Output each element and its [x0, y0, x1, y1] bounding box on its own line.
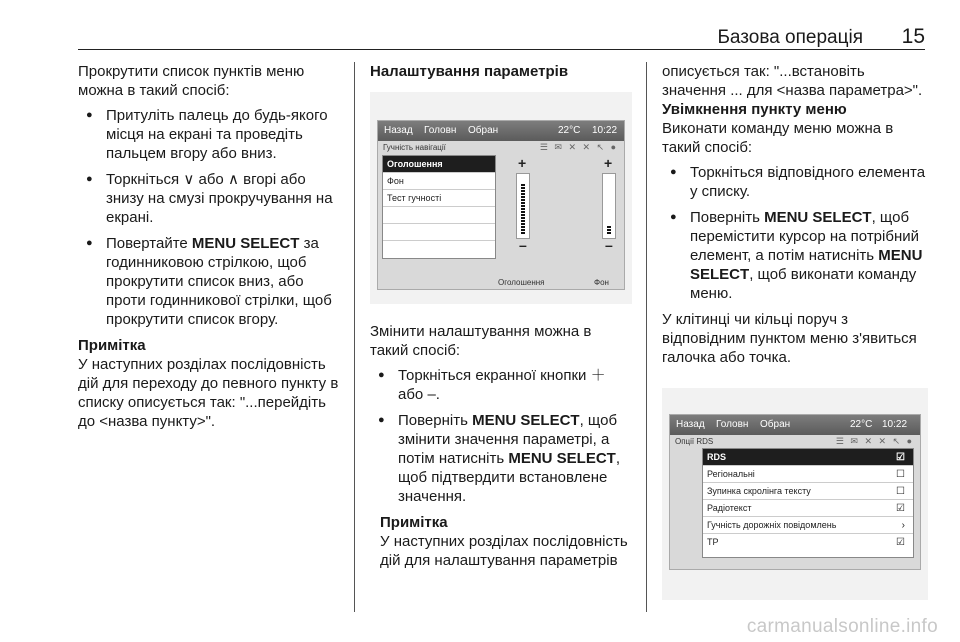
section-heading: Налаштування параметрів — [370, 63, 569, 80]
note-heading: Примітка — [78, 337, 146, 354]
note-heading: Примітка — [380, 514, 448, 531]
list-item: TP ☑ — [703, 534, 913, 551]
continued-text: описується так: "...встановіть значення ... для <назва параметра>". — [662, 63, 923, 99]
list-item: ● Поверніть MENU SELECT, щоб змінити значення параметрі, а потім натисніть MENU SELECT, щоб підтвердити встановлене значення. — [398, 411, 632, 506]
clock: 10:22 — [592, 125, 618, 136]
list-item: ● Торкніться відповідного елемента у списку. — [690, 163, 930, 201]
tab-home: Головн — [716, 419, 749, 430]
list-item: ● Поверніть MENU SELECT, щоб перемістити курсор на потрібний елемент, а потім натисніть MENU SELECT, щоб виконати команду меню. — [690, 208, 930, 303]
temperature: 22°C — [558, 125, 581, 136]
screen-top-bar — [378, 121, 624, 141]
section-heading: Увімкнення пункту меню — [662, 101, 847, 118]
list-item: ● Повертайте MENU SELECT за годинниковою стрілкою, щоб прокрутити список вниз, або проти годинникової стрілки, щоб прокрутити список вгору. — [106, 234, 344, 329]
bass-bar-fill — [607, 226, 611, 234]
screen-subtitle-bar — [378, 141, 624, 155]
list-item: RDS ☑ — [703, 449, 913, 466]
scroll-intro: Прокрутити список пунктів меню можна в такий спосіб: — [78, 63, 305, 99]
list-item: Тест гучності — [383, 190, 495, 207]
list-item — [383, 224, 495, 241]
activate-methods-list — [662, 163, 930, 303]
rds-options-list — [702, 448, 914, 558]
list-item — [383, 241, 495, 258]
list-item: Фон — [383, 173, 495, 190]
column-3 — [662, 62, 930, 367]
tab-back: Назад — [676, 419, 705, 430]
volume-bar — [516, 173, 530, 239]
list-item: Регіональні ☐ — [703, 466, 913, 483]
status-icons: ☰ ✉ ✕ ✕ ↖ ● — [835, 436, 914, 446]
plus-icon: + — [518, 155, 527, 171]
clock: 10:22 — [882, 419, 908, 430]
scroll-methods-list — [78, 106, 344, 329]
note-text: У наступних розділах послідовність дій для налаштування параметрів — [380, 533, 628, 569]
settings-screen-illustration — [370, 92, 632, 304]
list-item: Зупинка скролінга тексту ☐ — [703, 483, 913, 500]
page-header — [78, 24, 925, 50]
softkey-background: Фон — [594, 278, 609, 287]
tab-home: Головн — [424, 125, 457, 136]
checkbox-empty-icon: ☐ — [896, 486, 905, 497]
outro-text: У клітинці чи кільці поруч з відповідним пунктом меню з'явиться галочка або точка. — [662, 311, 917, 366]
softkey-announcements: Оголошення — [498, 278, 545, 287]
bass-bar — [602, 173, 616, 239]
note-text: У наступних розділах послідовність дій для переходу до певного пункту в списку описується так: "...перейдіть до <назва пункту>". — [78, 356, 339, 430]
volume-bar-fill — [521, 184, 525, 234]
column-2-text — [370, 322, 632, 570]
screen-subtitle-bar — [670, 435, 920, 449]
column-divider-2 — [646, 62, 647, 612]
page-number: 15 — [901, 25, 925, 48]
note-block — [370, 513, 632, 570]
checkbox-checked-icon: ☑ — [896, 503, 905, 514]
screen-display — [377, 120, 625, 290]
checkbox-checked-icon: ☑ — [896, 452, 905, 463]
change-methods-list — [370, 366, 632, 506]
status-icons: ☰ ✉ ✕ ✕ ↖ ● — [539, 142, 618, 152]
tab-back: Назад — [384, 125, 413, 136]
minus-icon: – — [519, 237, 527, 253]
chevron-up-icon: ∧ — [227, 171, 239, 188]
list-item: ● Притуліть палець до будь-якого місця на екрані та проведіть пальцем вгору або вниз. — [106, 106, 344, 163]
checkbox-checked-icon: ☑ — [896, 537, 905, 548]
list-item: Оголошення — [383, 156, 495, 173]
page-title: Базова операція — [717, 27, 863, 48]
rds-screen-illustration — [662, 388, 928, 600]
checkbox-empty-icon: ☐ — [896, 469, 905, 480]
tab-favorites: Обран — [760, 419, 791, 430]
screen-subtitle: Опції RDS — [675, 437, 714, 446]
column-divider-1 — [354, 62, 355, 612]
list-item: Гучність дорожніх повідомлень › — [703, 517, 913, 534]
screen-display — [669, 414, 921, 570]
change-intro: Змінити налаштування можна в такий спосіб: — [370, 323, 592, 359]
list-item: ● Торкніться ∨ або ∧ вгорі або знизу на смузі прокручування на екрані. — [106, 170, 344, 227]
column-2 — [370, 62, 632, 81]
activate-intro: Виконати команду меню можна в такий спосіб: — [662, 120, 894, 156]
list-item: ● Торкніться екранної кнопки ＋ або –. — [398, 366, 632, 404]
column-1 — [78, 62, 344, 431]
list-item: Радіотекст ☑ — [703, 500, 913, 517]
screen-top-bar — [670, 415, 920, 435]
tab-favorites: Обран — [468, 125, 499, 136]
chevron-right-icon: › — [901, 520, 905, 531]
temperature: 22°C — [850, 419, 873, 430]
list-item — [383, 207, 495, 224]
watermark: carmanualsonline.info — [746, 616, 938, 637]
minus-icon: – — [605, 237, 613, 253]
chevron-down-icon: ∨ — [183, 171, 195, 188]
plus-icon: + — [604, 155, 613, 171]
screen-subtitle: Гучність навігації — [383, 143, 446, 152]
settings-list — [382, 155, 496, 259]
